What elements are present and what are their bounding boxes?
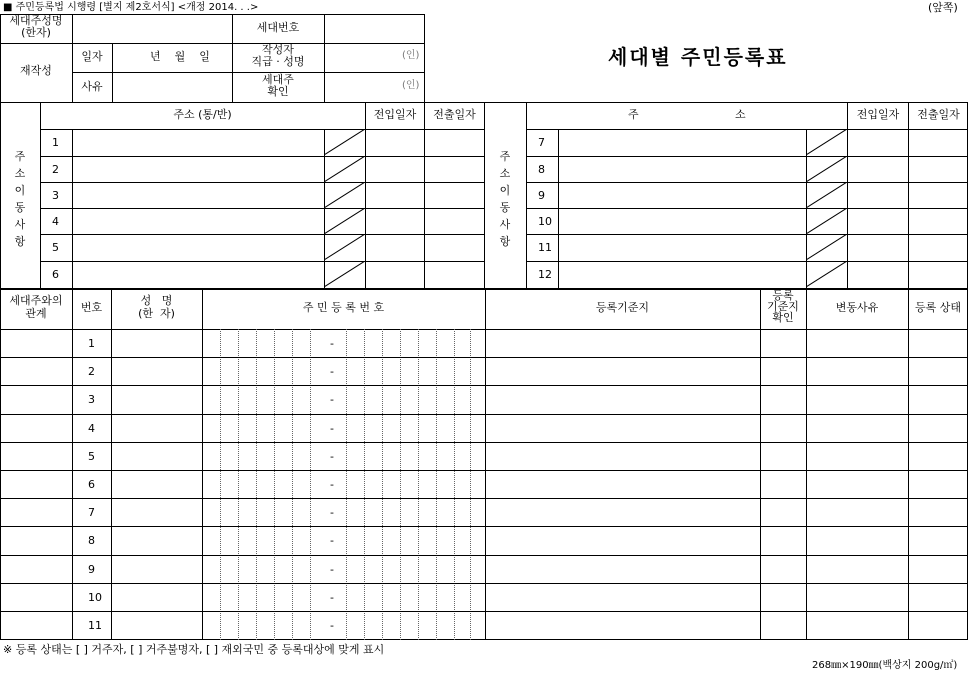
member-row-number: 10 [88, 591, 102, 604]
reg-base-field[interactable] [486, 415, 759, 441]
relation-field[interactable] [1, 358, 71, 384]
legal-reference: ■ 주민등록법 시행령 [별지 제2호서식] <개정 2014. . .> [3, 2, 259, 13]
status-header: 등록 상태 [914, 301, 961, 314]
page-side-label: (앞쪽) [928, 1, 958, 14]
reg-base-field[interactable] [486, 499, 759, 525]
rrn-dash: - [330, 619, 334, 632]
address-row-number: 3 [52, 189, 59, 202]
diagonal-slash [806, 156, 847, 182]
rrn-field[interactable] [203, 415, 484, 441]
diagonal-slash [806, 234, 847, 260]
status-field[interactable] [909, 415, 967, 441]
member-row-number: 4 [88, 422, 95, 435]
address-row-number: 8 [538, 163, 545, 176]
address-field[interactable] [559, 130, 805, 154]
address-field[interactable] [559, 183, 805, 207]
member-name-field[interactable] [112, 330, 201, 356]
member-row-number: 2 [88, 365, 95, 378]
reg-base-confirm-field[interactable] [761, 443, 805, 469]
reg-base-field[interactable] [486, 386, 759, 412]
reg-base-confirm-field[interactable] [761, 612, 805, 638]
diagonal-slash [806, 182, 847, 208]
rrn-dash: - [330, 422, 334, 435]
member-row-number: 11 [88, 619, 102, 632]
rrn-field[interactable] [203, 358, 484, 384]
move-in-date-field[interactable] [366, 157, 423, 181]
move-in-date-field[interactable] [848, 209, 907, 233]
date-field[interactable]: 년 월 일 [150, 50, 210, 63]
status-field[interactable] [909, 358, 967, 384]
relation-field[interactable] [1, 556, 71, 582]
status-field[interactable] [909, 330, 967, 356]
reg-base-field[interactable] [486, 471, 759, 497]
status-field[interactable] [909, 527, 967, 553]
paper-size-note: 268㎜×190㎜(백상지 200g/㎡) [812, 660, 958, 671]
reg-base-confirm-field[interactable] [761, 556, 805, 582]
relation-field[interactable] [1, 386, 71, 412]
seal-mark-head: (인) [402, 80, 420, 91]
move-in-date-field[interactable] [848, 157, 907, 181]
reg-base-confirm-field[interactable] [761, 527, 805, 553]
address-field[interactable] [559, 262, 805, 286]
move-out-date-field[interactable] [909, 157, 967, 181]
rrn-dash: - [330, 393, 334, 406]
status-field[interactable] [909, 471, 967, 497]
diagonal-slash [324, 182, 365, 208]
reg-base-header: 등록기준지 [595, 301, 650, 314]
relation-header: 세대주와의 관계 [9, 294, 63, 320]
diagonal-slash [324, 261, 365, 287]
rrn-field[interactable] [203, 556, 484, 582]
member-row-number: 3 [88, 393, 95, 406]
member-row-number: 1 [88, 337, 95, 350]
change-reason-field[interactable] [807, 527, 907, 553]
change-reason-field[interactable] [807, 358, 907, 384]
member-name-field[interactable] [112, 499, 201, 525]
address-field[interactable] [73, 262, 323, 286]
change-reason-field[interactable] [807, 330, 907, 356]
member-name-field[interactable] [112, 415, 201, 441]
status-field[interactable] [909, 556, 967, 582]
relation-field[interactable] [1, 443, 71, 469]
reg-base-field[interactable] [486, 612, 759, 638]
move-in-date-field[interactable] [366, 262, 423, 286]
relation-field[interactable] [1, 612, 71, 638]
reg-base-confirm-header: 등록 기준지 확인 [767, 289, 799, 324]
move-in-date-field[interactable] [848, 262, 907, 286]
status-note: ※ 등록 상태는 [ ] 거주자, [ ] 거주불명자, [ ] 재외국민 중 등록대상에 맞게 표시 [3, 643, 385, 656]
address-header-left: 주소 (통/반) [173, 108, 232, 121]
diagonal-slash [806, 129, 847, 155]
reg-base-field[interactable] [486, 584, 759, 610]
rrn-dash: - [330, 337, 334, 350]
rrn-header: 주 민 등 록 번 호 [302, 301, 385, 314]
move-out-date-field[interactable] [425, 130, 483, 154]
address-side-label-left: 주 소 이 동 사 항 [14, 150, 26, 248]
change-reason-field[interactable] [807, 584, 907, 610]
reg-base-confirm-field[interactable] [761, 471, 805, 497]
diagonal-slash [324, 129, 365, 155]
writer-label: 작성자 직급 · 성명 [251, 43, 305, 68]
relation-field[interactable] [1, 415, 71, 441]
relation-field[interactable] [1, 330, 71, 356]
status-field[interactable] [909, 443, 967, 469]
rrn-field[interactable] [203, 612, 484, 638]
member-name-field[interactable] [112, 358, 201, 384]
move-in-date-field[interactable] [366, 130, 423, 154]
move-out-date-field[interactable] [909, 183, 967, 207]
change-reason-field[interactable] [807, 471, 907, 497]
address-row-number: 2 [52, 163, 59, 176]
relation-field[interactable] [1, 499, 71, 525]
address-field[interactable] [559, 157, 805, 181]
move-out-date-field[interactable] [909, 130, 967, 154]
reg-base-field[interactable] [486, 443, 759, 469]
reason-label: 사유 [81, 80, 103, 93]
form-header-table [0, 14, 424, 102]
move-out-date-field[interactable] [909, 262, 967, 286]
rrn-dash: - [330, 506, 334, 519]
date-label: 일자 [81, 50, 103, 63]
reg-base-confirm-field[interactable] [761, 386, 805, 412]
address-field[interactable] [559, 209, 805, 233]
move-in-date-field[interactable] [848, 183, 907, 207]
address-header-right-b: 소 [735, 108, 746, 121]
address-side-label-right: 주 소 이 동 사 항 [499, 150, 511, 248]
rrn-dash: - [330, 534, 334, 547]
address-row-number: 4 [52, 215, 59, 228]
address-row-number: 7 [538, 136, 545, 149]
member-row-number: 8 [88, 534, 95, 547]
reg-base-field[interactable] [486, 556, 759, 582]
change-reason-field[interactable] [807, 415, 907, 441]
address-field[interactable] [73, 235, 323, 259]
household-no-field[interactable] [325, 15, 424, 42]
diagonal-slash [324, 156, 365, 182]
address-row-number: 5 [52, 241, 59, 254]
remake-label: 재작성 [20, 64, 52, 77]
address-field[interactable] [73, 209, 323, 233]
address-field[interactable] [73, 183, 323, 207]
move-in-header-left: 전입일자 [373, 108, 417, 121]
move-out-header-left: 전출일자 [433, 108, 476, 121]
reg-base-field[interactable] [486, 330, 759, 356]
move-out-date-field[interactable] [425, 157, 483, 181]
address-row-number: 12 [538, 268, 552, 281]
move-in-date-field[interactable] [366, 209, 423, 233]
member-name-field[interactable] [112, 527, 201, 553]
member-name-field[interactable] [112, 443, 201, 469]
status-field[interactable] [909, 584, 967, 610]
rrn-field[interactable] [203, 443, 484, 469]
member-name-field[interactable] [112, 386, 201, 412]
rrn-field[interactable] [203, 584, 484, 610]
reg-base-confirm-field[interactable] [761, 358, 805, 384]
address-row-number: 9 [538, 189, 545, 202]
rrn-dash: - [330, 563, 334, 576]
move-in-date-field[interactable] [848, 130, 907, 154]
head-confirm-label: 세대주 확인 [262, 73, 294, 98]
status-field[interactable] [909, 612, 967, 638]
rrn-dash: - [330, 591, 334, 604]
move-in-date-field[interactable] [366, 235, 423, 259]
status-field[interactable] [909, 386, 967, 412]
rrn-field[interactable] [203, 471, 484, 497]
move-out-date-field[interactable] [425, 262, 483, 286]
address-field[interactable] [73, 130, 323, 154]
move-in-date-field[interactable] [848, 235, 907, 259]
rrn-field[interactable] [203, 499, 484, 525]
reason-field[interactable] [113, 73, 231, 102]
change-reason-field[interactable] [807, 499, 907, 525]
member-name-field[interactable] [112, 471, 201, 497]
address-field[interactable] [73, 157, 323, 181]
change-reason-field[interactable] [807, 612, 907, 638]
move-out-date-field[interactable] [425, 183, 483, 207]
member-row-number: 7 [88, 506, 95, 519]
change-reason-field[interactable] [807, 443, 907, 469]
rrn-field[interactable] [203, 527, 484, 553]
address-row-number: 10 [538, 215, 552, 228]
reg-base-field[interactable] [486, 358, 759, 384]
change-reason-field[interactable] [807, 386, 907, 412]
reg-base-confirm-field[interactable] [761, 584, 805, 610]
move-out-date-field[interactable] [909, 235, 967, 259]
document-title: 세대별 주민등록표 [608, 45, 788, 69]
relation-field[interactable] [1, 584, 71, 610]
reg-base-field[interactable] [486, 527, 759, 553]
diagonal-slash [324, 234, 365, 260]
rrn-dash: - [330, 478, 334, 491]
household-no-label: 세대번호 [256, 21, 300, 34]
rrn-field[interactable] [203, 386, 484, 412]
seal-mark-writer: (인) [402, 50, 420, 61]
rrn-dash: - [330, 450, 334, 463]
rrn-field[interactable] [203, 330, 484, 356]
change-reason-field[interactable] [807, 556, 907, 582]
move-out-date-field[interactable] [425, 209, 483, 233]
move-out-date-field[interactable] [909, 209, 967, 233]
address-row-number: 1 [52, 136, 59, 149]
move-in-header-right: 전입일자 [856, 108, 900, 121]
member-row-number: 6 [88, 478, 95, 491]
address-row-number: 6 [52, 268, 59, 281]
address-field[interactable] [559, 235, 805, 259]
diagonal-slash [324, 208, 365, 234]
member-row-number: 9 [88, 563, 95, 576]
diagonal-slash [806, 261, 847, 287]
head-name-label: 세대주성명 (한자) [9, 14, 63, 39]
move-out-date-field[interactable] [425, 235, 483, 259]
diagonal-slash [806, 208, 847, 234]
member-name-field[interactable] [112, 556, 201, 582]
member-row-number: 5 [88, 450, 95, 463]
address-header-right-a: 주 [628, 108, 639, 121]
status-field[interactable] [909, 499, 967, 525]
head-name-field[interactable] [73, 15, 231, 42]
relation-field[interactable] [1, 471, 71, 497]
number-header: 번호 [80, 301, 103, 314]
reg-base-confirm-field[interactable] [761, 415, 805, 441]
relation-field[interactable] [1, 527, 71, 553]
member-name-field[interactable] [112, 584, 201, 610]
member-name-field[interactable] [112, 612, 201, 638]
reg-base-confirm-field[interactable] [761, 330, 805, 356]
reg-base-confirm-field[interactable] [761, 499, 805, 525]
move-out-header-right: 전출일자 [917, 108, 960, 121]
move-in-date-field[interactable] [366, 183, 423, 207]
address-row-number: 11 [538, 241, 552, 254]
change-reason-header: 변동사유 [835, 301, 879, 314]
rrn-dash: - [330, 365, 334, 378]
name-header: 성 명 (한 자) [138, 294, 175, 320]
